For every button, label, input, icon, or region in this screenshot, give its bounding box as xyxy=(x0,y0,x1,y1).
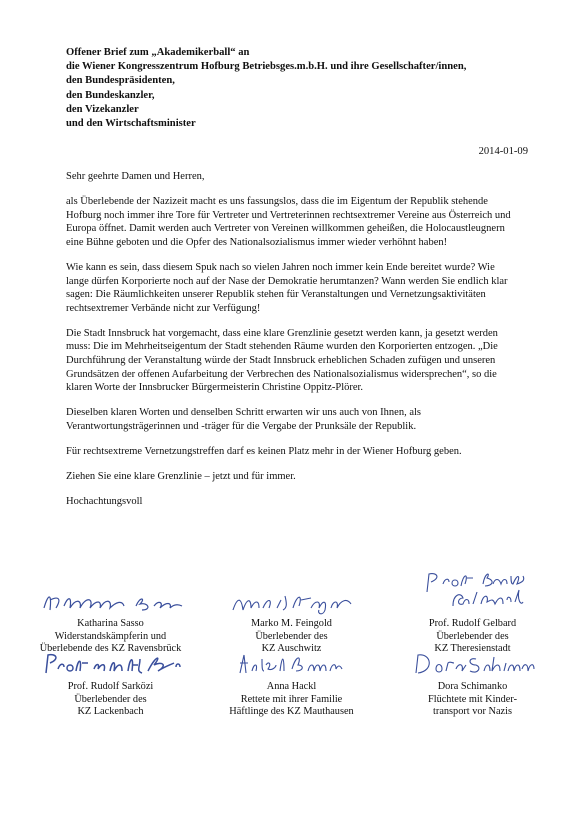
salutation: Sehr geehrte Damen und Herren, xyxy=(66,171,205,182)
header-line: den Bundespräsidenten, xyxy=(66,75,175,87)
handwritten-signature xyxy=(201,647,382,681)
signer-name: Marko M. Feingold xyxy=(251,618,332,629)
signature-block xyxy=(382,647,563,719)
body-paragraph: Für rechtsextreme Vernetzungstreffen darf es keinen Platz mehr in der Wiener Hofburg geben. xyxy=(66,446,462,457)
handwritten-signature xyxy=(382,647,563,681)
body-paragraph: Dieselben klaren Worten und denselben Schritt erwarten wir uns auch von Ihnen, als Verantwortungsträgerinnen und -träger für die Vergabe der Prunksäle der Republik. xyxy=(66,407,421,432)
signer-desc: Überlebende des KZ Ravensbrück xyxy=(39,643,182,655)
signature-block xyxy=(20,647,201,719)
signer-desc: Flüchtete mit Kinder- xyxy=(427,693,517,705)
signer-name: Anna Hackl xyxy=(266,681,317,692)
signer-desc: Rettete mit ihrer Familie xyxy=(240,693,343,705)
signer-name: Dora Schimanko xyxy=(437,681,508,692)
closing: Hochachtungsvoll xyxy=(66,496,143,508)
letter-header xyxy=(66,46,566,131)
body-paragraph: als Überlebende der Nazizeit macht es uns fassungslos, dass die im Eigentum der Republik stehende Hofburg noch immer ihre Tore für Vertreter und Vertreterinnen rechtsextremer Vereine aus Österreich und Europa öffnet. Damit werden auch Vertreter von Vereinen willkommen geheißen, die Holocaustleugnern eine Bühne geboten und die Opfer des Nationalsozialismus immer wieder verhöhnt haben! xyxy=(66,196,511,248)
signer-name: Prof. Rudolf Gelbard xyxy=(428,618,517,629)
signer-name: Prof. Rudolf Sarközi xyxy=(67,681,154,692)
letter-body xyxy=(66,170,518,520)
signer-desc: KZ Theresienstadt xyxy=(434,643,511,655)
header-line: den Vizekanzler xyxy=(66,103,139,115)
handwritten-signature xyxy=(20,647,201,681)
header-line: die Wiener Kongresszentrum Hofburg Betriebsges.m.b.H. und ihre Gesellschafter/innen, xyxy=(66,61,467,73)
signature-row xyxy=(20,647,565,719)
signature-row xyxy=(20,584,565,656)
signer-desc: Überlebender des xyxy=(255,630,328,642)
header-line: und den Wirtschaftsminister xyxy=(66,118,196,130)
signer-desc: KZ Lackenbach xyxy=(77,706,144,718)
signer-desc: KZ Auschwitz xyxy=(261,643,322,655)
signer-desc: transport vor Nazis xyxy=(433,706,512,718)
header-line: Offener Brief zum „Akademikerball“ an xyxy=(66,47,250,58)
header-line: den Bundeskanzler, xyxy=(66,89,155,101)
signature-block xyxy=(201,584,382,656)
body-paragraph: Die Stadt Innsbruck hat vorgemacht, dass eine klare Grenzlinie gesetzt werden kann, ja gesetzt werden muss: Die im Mehrheitseigentum der Stadt stehenden Räume wurden den Korporierten entzogen. „Die Durchführung der Veranstaltung würde der Stadt Innsbruck erheblichen Schaden zufügen und unseren Grundsätzen der offenen Aufarbeitung der Verbrechen des Nationalsozialismus widersprechen“, so die klaren Worte der Innsbrucker Bürgermeisterin Christine Oppitz-Plörer. xyxy=(66,327,498,394)
signature-block xyxy=(382,584,563,656)
signer-desc: Widerstandskämpferin und xyxy=(54,630,167,642)
handwritten-signature xyxy=(201,584,382,618)
signer-desc: Häftlinge des KZ Mauthausen xyxy=(229,706,354,718)
handwritten-signature xyxy=(382,584,563,618)
handwritten-signature xyxy=(20,584,201,618)
body-paragraph: Ziehen Sie eine klare Grenzlinie – jetzt und für immer. xyxy=(66,471,296,483)
signer-desc: Überlebender des xyxy=(74,693,147,705)
signature-block xyxy=(20,584,201,656)
signer-name: Katharina Sasso xyxy=(77,618,144,629)
body-paragraph: Wie kann es sein, dass diesem Spuk nach so vielen Jahren noch immer kein Ende bereitet wurde? Wie lange dürfen Korporierte noch auf der Nase der Demokratie herumtanzen? Wann werden Sie endlich klar sagen: Die Räumlichkeiten unserer Republik stehen für Veranstaltungen und Vernetzungsaktivitäten rechtsextremer Verbände nicht zur Verfügung! xyxy=(66,261,508,314)
signature-block xyxy=(201,647,382,719)
signer-desc: Überlebender des xyxy=(436,630,509,642)
letter-date: 2014-01-09 xyxy=(478,146,528,157)
